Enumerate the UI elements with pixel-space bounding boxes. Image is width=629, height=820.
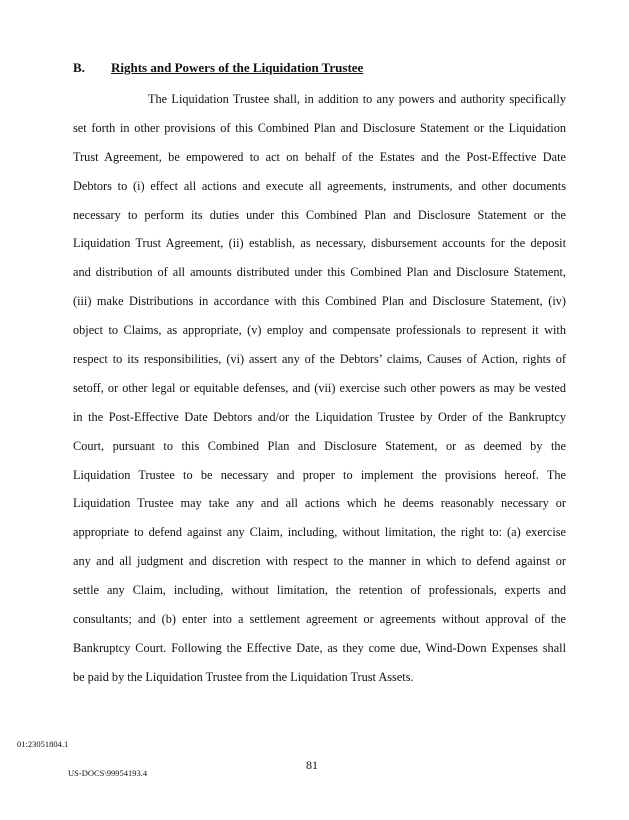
paragraph-line: any and all judgment and discretion with respect to the manner in which to defend against or bbox=[73, 554, 566, 569]
paragraph-line: The Liquidation Trustee shall, in addition to any powers and authority specifically bbox=[148, 92, 566, 106]
paragraph-line: setoff, or other legal or equitable defenses, and (vii) exercise such other powers as may be vested bbox=[73, 380, 566, 395]
paragraph-line: Bankruptcy Court. Following the Effective Date, as they come due, Wind-Down Expenses shall bbox=[73, 640, 566, 655]
paragraph-line: Liquidation Trustee to be necessary and proper to implement the provisions hereof. The bbox=[73, 467, 566, 482]
section-number: B. bbox=[73, 60, 85, 75]
body-paragraph bbox=[73, 89, 566, 696]
paragraph-line: appropriate to defend against any Claim, including, without limitation, the right to: (a) exercise bbox=[73, 525, 566, 540]
paragraph-line: necessary to perform its duties under this Combined Plan and Disclosure Statement or the bbox=[73, 207, 566, 222]
footer-doc-id-secondary: US-DOCS\99954193.4 bbox=[68, 768, 148, 778]
paragraph-line: Trust Agreement, be empowered to act on behalf of the Estates and the Post-Effective Date bbox=[73, 149, 566, 164]
paragraph-line: Court, pursuant to this Combined Plan and Disclosure Statement, or as deemed by the bbox=[73, 438, 566, 453]
footer-doc-id: 01:23051804.1 bbox=[17, 739, 69, 749]
section-title: Rights and Powers of the Liquidation Trustee bbox=[111, 60, 364, 75]
paragraph-line-last: be paid by the Liquidation Trustee from the Liquidation Trust Assets. bbox=[73, 669, 414, 684]
section-heading bbox=[73, 60, 363, 76]
paragraph-line: set forth in other provisions of this Combined Plan and Disclosure Statement or the Liquidation bbox=[73, 120, 566, 135]
paragraph-line: Liquidation Trustee may take any and all actions which he deems reasonably necessary or bbox=[73, 496, 566, 511]
paragraph-line: respect to its responsibilities, (vi) assert any of the Debtors’ claims, Causes of Action, rights of bbox=[73, 352, 566, 367]
page-number: 81 bbox=[306, 758, 318, 772]
paragraph-line: consultants; and (b) enter into a settlement agreement or agreements without approval of the bbox=[73, 612, 566, 627]
paragraph-line: (iii) make Distributions in accordance with this Combined Plan and Disclosure Statement, (iv) bbox=[73, 294, 566, 309]
paragraph-line: Debtors to (i) effect all actions and execute all agreements, instruments, and other documents bbox=[73, 178, 566, 193]
paragraph-line: settle any Claim, including, without limitation, the retention of professionals, experts and bbox=[73, 583, 566, 598]
paragraph-line: and distribution of all amounts distributed under this Combined Plan and Disclosure Statement, bbox=[73, 265, 566, 280]
paragraph-line: in the Post-Effective Date Debtors and/or the Liquidation Trustee by Order of the Bankruptcy bbox=[73, 409, 566, 424]
paragraph-line: object to Claims, as appropriate, (v) employ and compensate professionals to represent it with bbox=[73, 323, 566, 338]
paragraph-line: Liquidation Trust Agreement, (ii) establish, as necessary, disbursement accounts for the deposit bbox=[73, 236, 566, 251]
